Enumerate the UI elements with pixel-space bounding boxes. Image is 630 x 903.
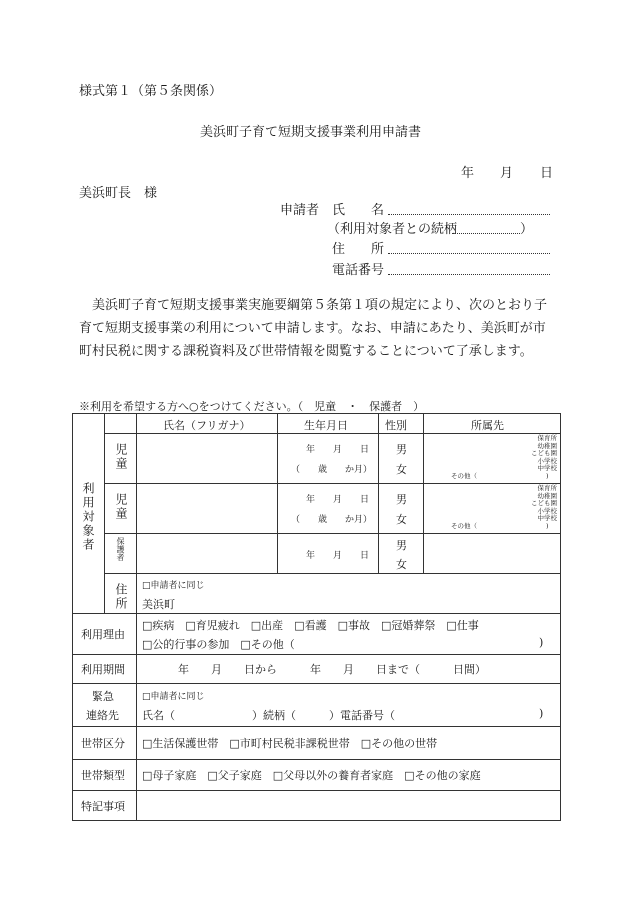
applicant-address-field[interactable] bbox=[388, 253, 550, 254]
guardian-sex-female[interactable]: 女 bbox=[396, 558, 407, 571]
reason-options-line1[interactable]: □疾病 □育児疲れ □出産 □看護 □事故 □冠婚葬祭 □仕事 bbox=[142, 619, 479, 632]
affiliation-kindergarten[interactable]: 幼稚園 bbox=[537, 441, 557, 450]
relation-field[interactable] bbox=[452, 233, 520, 234]
address-value: 美浜町 bbox=[142, 598, 175, 611]
date-year: 年 bbox=[461, 166, 475, 181]
child1-affiliation-other-close: ) bbox=[546, 472, 549, 480]
affiliation-kodomoen[interactable]: こども園 bbox=[531, 499, 557, 507]
period-label: 利用期間 bbox=[81, 663, 125, 676]
child2-label: 児童 bbox=[114, 493, 128, 521]
header-affiliation: 所属先 bbox=[471, 419, 504, 432]
child1-dob-line2: （ 歳 か月） bbox=[291, 465, 373, 475]
affiliation-nursery[interactable]: 保育所 bbox=[537, 484, 557, 492]
affiliation-kindergarten[interactable]: 幼稚園 bbox=[537, 491, 557, 500]
applicant-phone-label: 電話番号 bbox=[332, 263, 385, 278]
child2-affiliation-other[interactable]: その他（ bbox=[451, 522, 477, 530]
child2-affiliation-other-close: ) bbox=[546, 522, 549, 530]
affiliation-junior-high[interactable]: 中学校 bbox=[537, 514, 557, 522]
header-dob: 生年月日 bbox=[304, 419, 348, 432]
applicant-label: 申請者 bbox=[280, 203, 320, 218]
child1-affiliation-other[interactable]: その他（ bbox=[451, 472, 477, 480]
guardian-sex-male[interactable]: 男 bbox=[396, 539, 407, 552]
child2-dob-line1: 年 月 日 bbox=[306, 495, 370, 505]
affiliation-junior-high[interactable]: 中学校 bbox=[537, 464, 557, 472]
target-label: 利用対象者 bbox=[81, 482, 95, 552]
applicant-name-label: 氏 名 bbox=[332, 203, 385, 218]
header-sex: 性別 bbox=[385, 419, 407, 432]
header-name: 氏名（フリガナ） bbox=[163, 419, 251, 432]
child2-dob-line2: （ 歳 か月） bbox=[291, 515, 373, 525]
emergency-fields[interactable]: 氏名（ ）続柄（ ）電話番号（ bbox=[142, 709, 395, 722]
reason-close: ) bbox=[539, 636, 544, 649]
guardian-label: 保護者 bbox=[116, 537, 125, 561]
child2-affiliation-list bbox=[515, 485, 557, 523]
addressee: 美浜町長 様 bbox=[79, 186, 158, 201]
reason-options-line2[interactable]: □公的行事の参加 □その他（ bbox=[142, 638, 295, 651]
address-same-checkbox[interactable]: □申請者に同じ bbox=[142, 581, 205, 591]
affiliation-nursery[interactable]: 保育所 bbox=[537, 434, 557, 442]
household-type-options[interactable]: □母子家庭 □父子家庭 □父母以外の養育者家庭 □その他の家庭 bbox=[142, 769, 481, 782]
relation-label: （利用対象者との続柄 bbox=[327, 222, 458, 237]
applicant-name-field[interactable] bbox=[388, 214, 550, 215]
child1-sex-female[interactable]: 女 bbox=[396, 463, 407, 476]
affiliation-elementary[interactable]: 小学校 bbox=[537, 456, 557, 465]
affiliation-kodomoen[interactable]: こども園 bbox=[531, 449, 557, 457]
child2-sex-male[interactable]: 男 bbox=[396, 493, 407, 506]
special-notes-field[interactable] bbox=[138, 792, 558, 818]
date-day: 日 bbox=[540, 166, 554, 181]
document-title: 美浜町子育て短期支援事業利用申請書 bbox=[200, 125, 422, 140]
household-class-options[interactable]: □生活保護世帯 □市町村民税非課税世帯 □その他の世帯 bbox=[142, 737, 438, 750]
household-class-label: 世帯区分 bbox=[81, 737, 125, 750]
usage-note: ※利用を希望する方へ○をつけてください。（ 児童 ・ 保護者 ） bbox=[79, 400, 425, 413]
relation-close: ） bbox=[520, 222, 534, 237]
period-text[interactable]: 年 月 日から 年 月 日まで（ 日間） bbox=[178, 663, 486, 676]
household-type-label: 世帯類型 bbox=[81, 769, 125, 782]
affiliation-elementary[interactable]: 小学校 bbox=[537, 506, 557, 515]
child1-affiliation-list bbox=[515, 435, 557, 473]
child1-label: 児童 bbox=[114, 443, 128, 471]
emergency-same-checkbox[interactable]: □申請者に同じ bbox=[142, 692, 205, 702]
address-label: 住所 bbox=[114, 583, 128, 611]
emergency-close: ) bbox=[539, 707, 544, 720]
form-number: 様式第１（第５条関係） bbox=[79, 84, 223, 99]
applicant-address-label: 住 所 bbox=[332, 242, 385, 257]
child1-sex-male[interactable]: 男 bbox=[396, 443, 407, 456]
emergency-label-1: 緊急 bbox=[92, 690, 114, 703]
child1-dob-line1: 年 月 日 bbox=[306, 445, 370, 455]
special-notes-label: 特記事項 bbox=[81, 800, 125, 813]
reason-label: 利用理由 bbox=[81, 628, 125, 641]
applicant-phone-field[interactable] bbox=[388, 274, 550, 275]
child2-sex-female[interactable]: 女 bbox=[396, 513, 407, 526]
emergency-label-2: 連絡先 bbox=[86, 709, 119, 722]
date-month: 月 bbox=[500, 166, 514, 181]
body-paragraph: 美浜町子育て短期支援事業実施要綱第５条第１項の規定により、次のとおり子育て短期支援事業の利用について申請します。なお、申請にあたり、美浜町が市町村民税に関する課税資料及び世帯情報を閲覧することについて了承します。 bbox=[79, 298, 548, 359]
guardian-dob: 年 月 日 bbox=[306, 551, 370, 561]
